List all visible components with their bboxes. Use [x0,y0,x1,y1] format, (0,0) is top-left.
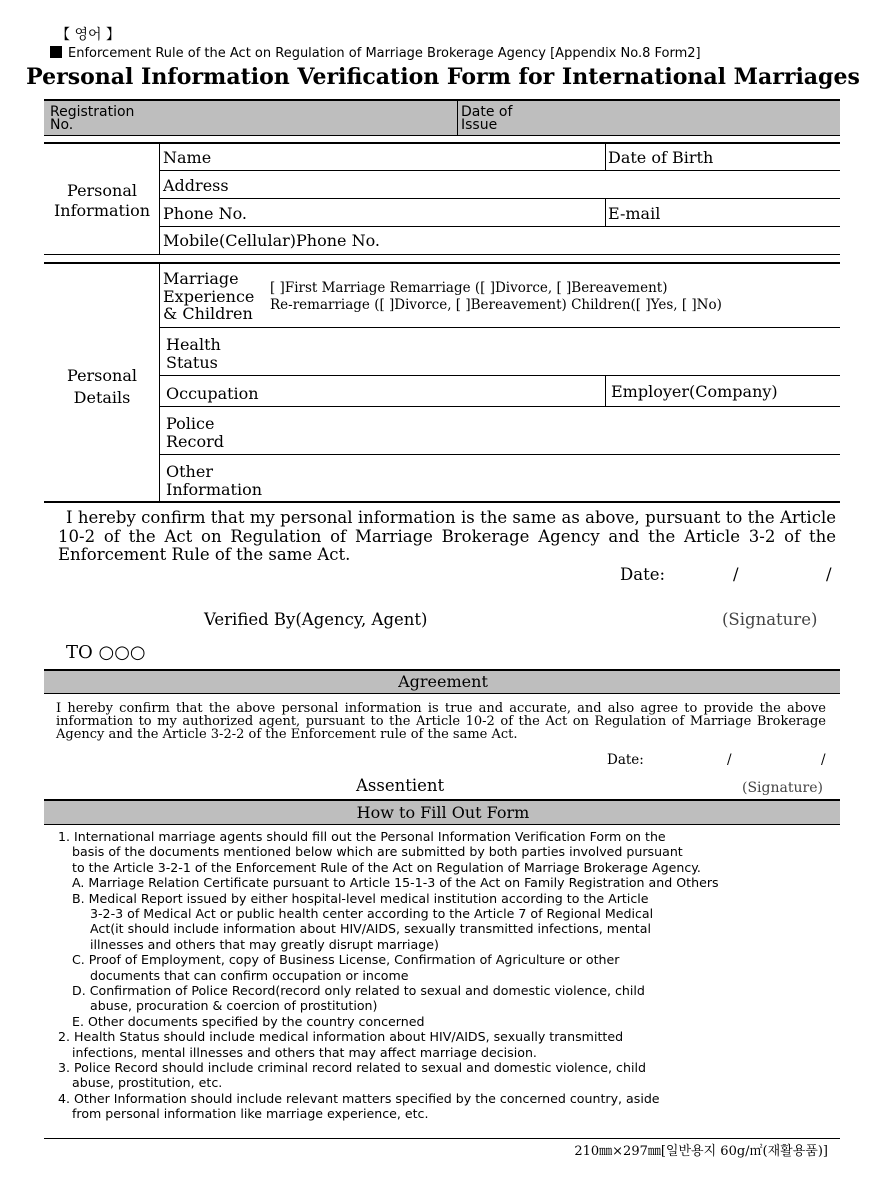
instruction-line: D. Confirmation of Police Record(record only related to sexual and domestic violence, child [72,983,645,998]
address-field[interactable] [240,173,838,196]
instruction-line: Act(it should include information about HIV/AIDS, sexually transmitted infections, mental [90,921,651,937]
date-separator: / [826,565,832,584]
instruction-line: illnesses and others that may greatly disrupt marriage) [90,936,439,952]
divider [160,454,840,455]
agreement-heading: Agreement [398,672,488,691]
health-status-field[interactable] [250,330,838,373]
email-label: E-mail [608,204,661,223]
divider [160,226,840,227]
occupation-label: Occupation [166,384,259,403]
form-title: Personal Information Verification Form for International Marriages [26,64,860,90]
divider [160,170,840,171]
confirmation-text: I hereby confirm that my personal information is the same as above, pursuant to the Article 10-2 of the Act on Regulation of Marriage Brokerage Agency and the Article 3-2 of the Enforcement Rule of the same Act. [58,508,836,564]
divider [44,262,840,264]
registration-no-label: Registration No. [50,104,135,133]
instructions-heading: How to Fill Out Form [356,803,530,822]
personal-details-label: Personal Details [67,366,137,407]
instruction-line: A. Marriage Relation Certificate pursuant to Article 15-1-3 of the Act on Family Registration and Others [72,875,719,891]
date-separator: / [821,752,826,768]
instruction-line: abuse, prostitution, etc. [72,1075,223,1091]
divider [44,501,840,503]
paper-spec: 210㎜×297㎜[일반용지 60g/㎡(재활용품)] [574,1144,828,1159]
divider [44,693,840,694]
instruction-line: E. Other documents specified by the country concerned [72,1013,425,1029]
divider [44,1138,840,1139]
assentient-label: Assentient [356,776,445,795]
instruction-line: 3-2-3 of Medical Act or public health center according to the Article 7 of Regional Medical [90,906,654,921]
instruction-line: B. Medical Report issued by either hospital-level medical institution according to the Article [72,890,649,906]
police-record-field[interactable] [250,409,838,452]
instruction-line: 2. Health Status should include medical information about HIV/AIDS, sexually transmitted [58,1029,624,1045]
divider [160,406,840,407]
divider [160,375,840,376]
marriage-experience-label: Marriage Experience & Children [163,269,255,323]
date-separator: / [727,752,732,768]
divider [605,376,606,406]
other-information-field[interactable] [270,457,838,500]
instruction-line: documents that can confirm occupation or income [90,967,409,983]
phone-field[interactable] [260,201,602,224]
signature-label: (Signature) [722,610,818,629]
police-record-label: Police Record [166,414,224,451]
agreement-date-label: Date: [607,752,644,768]
address-label: Address [163,176,229,195]
employer-label: Employer(Company) [611,382,778,401]
divider [160,198,840,199]
divider [159,144,160,254]
other-information-label: Other Information [166,462,263,499]
divider [605,144,606,170]
name-label: Name [163,148,212,167]
instruction-line: abuse, procuration & coercion of prostitution) [90,998,378,1014]
mobile-label: Mobile(Cellular)Phone No. [163,231,380,250]
divider [159,264,160,502]
personal-information-label: Personal Information [53,181,151,220]
instruction-line: infections, mental illnesses and others that may affect marriage decision. [72,1044,537,1060]
phone-label: Phone No. [163,204,247,223]
instruction-line: C. Proof of Employment, copy of Business License, Confirmation of Agriculture or other [72,952,620,968]
dob-field[interactable] [730,146,838,168]
divider [44,142,840,144]
agreement-text: I hereby confirm that the above personal information is true and accurate, and also agree to provide the above information to my authorized agent, pursuant to the Article 10-2 of the Act on Regulation of Marriage Brokerage Agency and the Article 3-2-2 of the Enforcement rule of the same Act. [56,701,826,742]
language-tag: 【 영어 】 [56,27,120,43]
divider [44,254,840,255]
divider [44,824,840,825]
instruction-line: from personal information like marriage experience, etc. [72,1106,429,1122]
black-square-icon [50,46,62,58]
instruction-line: to the Article 3-2-1 of the Enforcement Rule of the Act on Regulation of Marriage Brokerage Agency. [72,859,701,875]
to-recipient-label: TO ○○○ [66,642,146,663]
registration-no-field[interactable] [160,103,455,133]
date-separator: / [733,565,739,584]
instruction-line: 1. International marriage agents should fill out the Personal Information Verification Form on the [58,829,666,844]
rule-reference [50,46,701,61]
health-status-label: Health Status [166,335,221,372]
mobile-field[interactable] [395,229,838,252]
divider [44,135,840,136]
instruction-line: basis of the documents mentioned below which are submitted by both parties involved pursuant [72,844,683,860]
marriage-options-line1[interactable]: [ ]First Marriage Remarriage ([ ]Divorce, [ ]Bereavement) [270,280,668,296]
name-field[interactable] [220,146,602,168]
confirmation-date-label: Date: [620,565,666,584]
verified-by-label: Verified By(Agency, Agent) [204,610,428,629]
divider [605,199,606,226]
rule-reference-text: Enforcement Rule of the Act on Regulation of Marriage Brokerage Agency [Appendix No.8 Form2] [68,46,701,61]
instruction-line: 3. Police Record should include criminal record related to sexual and domestic violence, child [58,1060,646,1075]
issue-date-label: Date of Issue [461,104,513,133]
signature-label: (Signature) [742,780,823,796]
issue-date-field[interactable] [540,103,838,133]
dob-label: Date of Birth [608,148,714,167]
divider [457,101,458,135]
instruction-line: 4. Other Information should include relevant matters specified by the concerned country, aside [58,1090,660,1106]
divider [160,327,840,328]
marriage-options-line2[interactable]: Re-remarriage ([ ]Divorce, [ ]Bereavement) Children([ ]Yes, [ ]No) [270,297,722,313]
occupation-field[interactable] [270,379,602,404]
email-field[interactable] [670,201,838,224]
